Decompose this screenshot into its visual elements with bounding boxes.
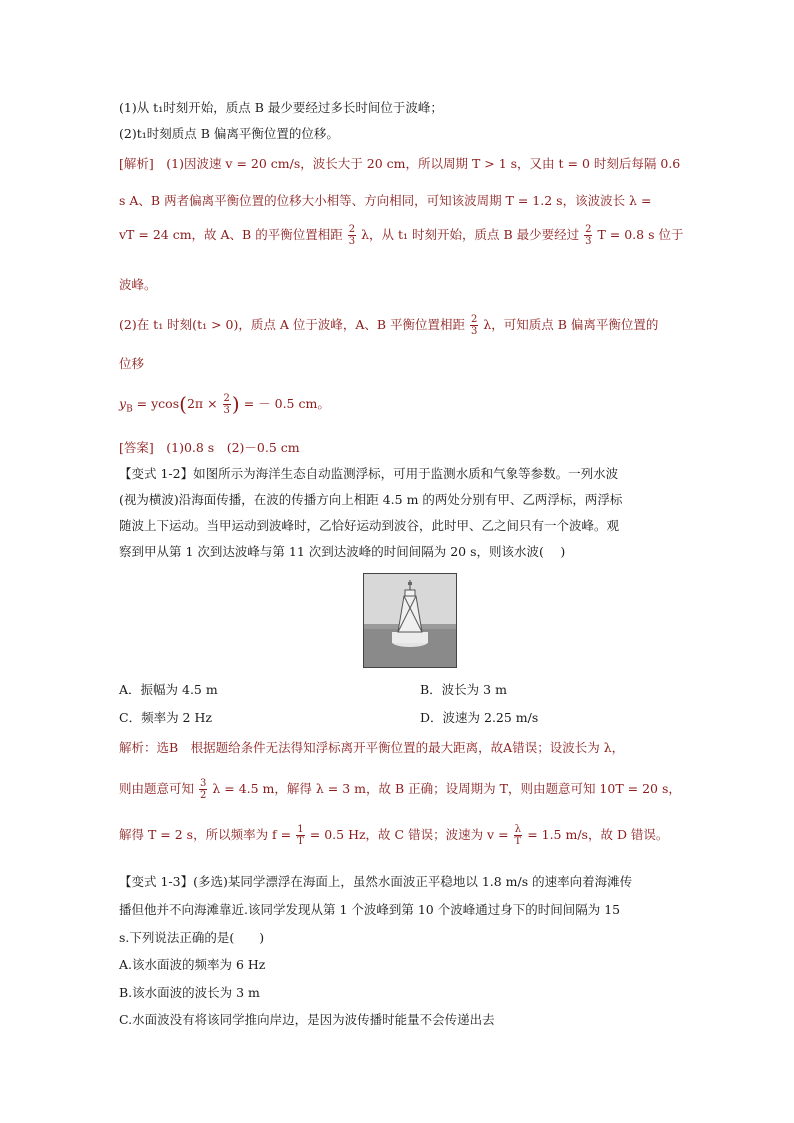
analysis-2-line-1: 解析：选B 根据题给条件无法得知浮标离开平衡位置的最大距离，故A错误；设波长为 λ，: [119, 740, 625, 755]
fraction: $\frac{3}{2}$: [200, 778, 207, 801]
analysis-line-2: s A、B 两者偏离平衡位置的位移大小相等、方向相同，可知该波周期 T = 1.2 s，该波波长 λ =: [119, 193, 652, 208]
option-c: C．频率为 2 Hz: [119, 710, 212, 725]
fraction: $\frac{2}{3}$: [223, 393, 230, 416]
option-b: B.该水面波的波长为 3 m: [119, 985, 260, 1000]
analysis-line-1: [解析] (1)因波速 v = 20 cm/s，波长大于 20 cm，所以周期 T > 1 s，又由 t = 0 时刻后每隔 0.6: [119, 156, 681, 171]
question-part-1: (1)从 t₁时刻开始，质点 B 最少要经过多长时间位于波峰；: [119, 100, 443, 115]
question-3-line-2: 播但他并不向海滩靠近.该同学发现从第 1 个波峰到第 10 个波峰通过身下的时间间隔为 15: [119, 902, 621, 917]
fraction: $\frac{1}{T}$: [297, 824, 304, 847]
fraction: $\frac{\lambda}{T}$: [514, 824, 522, 847]
question-2-line-3: 随波上下运动。当甲运动到波峰时，乙恰好运动到波谷，此时甲、乙之间只有一个波峰。观: [119, 518, 620, 533]
fraction: $\frac{2}{3}$: [471, 314, 478, 337]
option-a: A.该水面波的频率为 6 Hz: [119, 957, 266, 972]
option-a: A．振幅为 4.5 m: [119, 682, 218, 697]
question-2-line-1: 【变式 1-2】如图所示为海洋生态自动监测浮标，可用于监测水质和气象等参数。一列水波: [119, 466, 619, 481]
buoy-photo: [363, 573, 457, 668]
analysis-2-line-2: 则由题意可知 $\frac{3}{2}$ λ = 4.5 m，解得 λ = 3 m，故 B 正确；设周期为 T，则由题意可知 10T = 20 s，: [119, 778, 681, 801]
question-part-2: (2)t₁时刻质点 B 偏离平衡位置的位移。: [119, 126, 339, 141]
fraction: $\frac{2}{3}$: [585, 224, 592, 247]
analysis-line-5: (2)在 t₁ 时刻(t₁ > 0)，质点 A 位于波峰，A、B 平衡位置相距 $\frac{2}{3}$ λ，可知质点 B 偏离平衡位置的: [119, 314, 659, 337]
analysis-line-6: 位移: [119, 356, 145, 371]
analysis-2-line-3: 解得 T = 2 s，所以频率为 f = $\frac{1}{T}$ = 0.5 Hz，故 C 错误；波速为 v = $\frac{\lambda}{T}$ = 1.5 m/s，故 D 错误。: [119, 824, 669, 847]
analysis-line-4: 波峰。: [119, 277, 157, 292]
formula-line: $y_B = ycos(2\pi$ × $\frac{2}{3}$ ) = － 0.5 cm。: [119, 392, 330, 416]
option-b: B．波长为 3 m: [420, 682, 507, 697]
question-2-line-4: 察到甲从第 1 次到达波峰与第 11 次到达波峰的时间间隔为 20 s，则该水波( ): [119, 544, 566, 559]
option-c: C.水面波没有将该同学推向岸边，是因为波传播时能量不会传递出去: [119, 1012, 495, 1027]
question-3-line-1: 【变式 1-3】(多选)某同学漂浮在海面上，虽然水面波正平稳地以 1.8 m/s 的速率向着海滩传: [119, 874, 633, 889]
question-3-line-3: s.下列说法正确的是( ): [119, 930, 265, 945]
fraction: $\frac{2}{3}$: [348, 224, 356, 247]
question-2-line-2: (视为横波)沿海面传播，在波的传播方向上相距 4.5 m 的两处分别有甲、乙两浮标，两浮标: [119, 492, 623, 507]
option-d: D．波速为 2.25 m/s: [420, 710, 539, 725]
analysis-line-3: vT = 24 cm，故 A、B 的平衡位置相距 $\frac{2}{3}$ λ，从 t₁ 时刻开始，质点 B 最少要经过 $\frac{2}{3}$ T = 0.8 s 位于: [119, 224, 684, 247]
buoy-illustration: [364, 574, 456, 667]
answer-line: [答案] (1)0.8 s (2)－0.5 cm: [119, 440, 300, 455]
